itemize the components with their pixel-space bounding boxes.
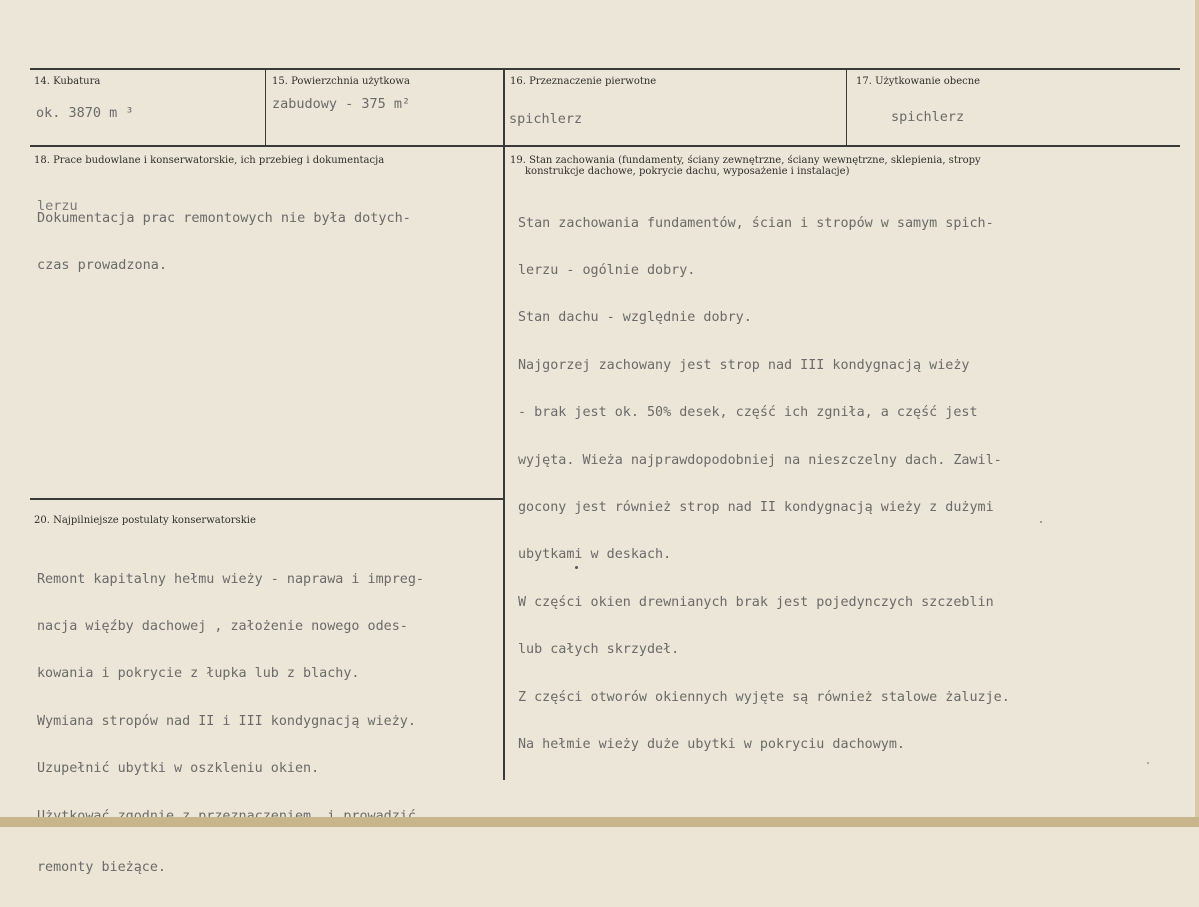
divider-15-16 [503,69,505,780]
field-14-value: ok. 3870 m ³ [36,105,134,121]
paper-speck [575,566,578,569]
field-19-line: Z części otworów okiennych wyjęte są również stalowe żaluzje. [518,689,1010,705]
divider-16-17 [846,69,847,146]
field-17-value: spichlerz [891,109,965,125]
field-19-line: ubytkami w deskach. [518,547,672,563]
row1-bottom-rule [30,145,1180,147]
field-15-label: 15. Powierzchnia użytkowa [272,76,410,87]
top-rule [30,68,1180,70]
field-19-line: Najgorzej zachowany jest strop nad III kondygnacją wieży [518,357,970,373]
paper-speck [1147,762,1149,764]
field-19-line: lerzu - ogólnie dobry. [518,262,696,278]
field-16-value: spichlerz [509,111,583,127]
section20-top-rule [30,498,504,500]
field-18-text [37,180,411,304]
field-20-line: Remont kapitalny hełmu wieży - naprawa i impreg- [37,571,424,587]
field-15-value: zabudowy - 375 m² [272,96,411,112]
field-20-line: Wymiana stropów nad II i III kondygnacją wieży. [37,713,416,729]
field-19-line: - brak jest ok. 50% desek, część ich zgniła, a część jest [518,405,978,421]
field-17-label: 17. Użytkowanie obecne [856,76,981,87]
field-19-line: Stan dachu - względnie dobry. [518,310,752,326]
field-19-text [518,184,1010,784]
field-19-line: wyjęta. Wieża najprawdopodobniej na nieszczelny dach. Zawil- [518,452,1002,468]
field-20-line: Uzupełnić ubytki w oszkleniu okien. [37,761,320,777]
field-20-line: nacja więźby dachowej , założenie nowego odes- [37,618,408,634]
field-19-line: lub całych skrzydeł. [518,642,680,658]
paper-speck [1040,521,1042,523]
field-14-label: 14. Kubatura [34,76,101,87]
field-20-line: remonty bieżące. [37,859,166,875]
field-16-label: 16. Przeznaczenie pierwotne [510,76,657,87]
field-18-line: Dokumentacja prac remontowych nie była dotych- [37,210,411,226]
field-19-line: gocony jest również strop nad II kondygnacją wieży z dużymi [518,499,994,515]
field-19-label-line2: konstrukcje dachowe, pokrycie dachu, wyposażenie i instalacje) [525,166,850,177]
field-19-line: W części okien drewnianych brak jest pojedynczych szczeblin [518,594,994,610]
field-20-text [37,540,424,907]
field-20-line: kowania i pokrycie z łupka lub z blachy. [37,666,360,682]
divider-14-15 [265,69,266,146]
paper-edge-bottom [0,817,1199,827]
paper-edge-right [1195,0,1199,827]
field-18-overtype: lerzu [37,198,78,214]
field-19-line: Na hełmie wieży duże ubytki w pokryciu dachowym. [518,736,905,752]
field-18-label: 18. Prace budowlane i konserwatorskie, ich przebieg i dokumentacja [34,155,385,166]
field-19-line: Stan zachowania fundamentów, ścian i stropów w samym spich- [518,215,994,231]
field-20-label: 20. Najpilniejsze postulaty konserwatorskie [34,515,256,526]
field-19-label-line1: 19. Stan zachowania (fundamenty, ściany zewnętrzne, ściany wewnętrzne, sklepienia, stropy [510,155,981,166]
field-18-line: czas prowadzona. [37,256,168,273]
